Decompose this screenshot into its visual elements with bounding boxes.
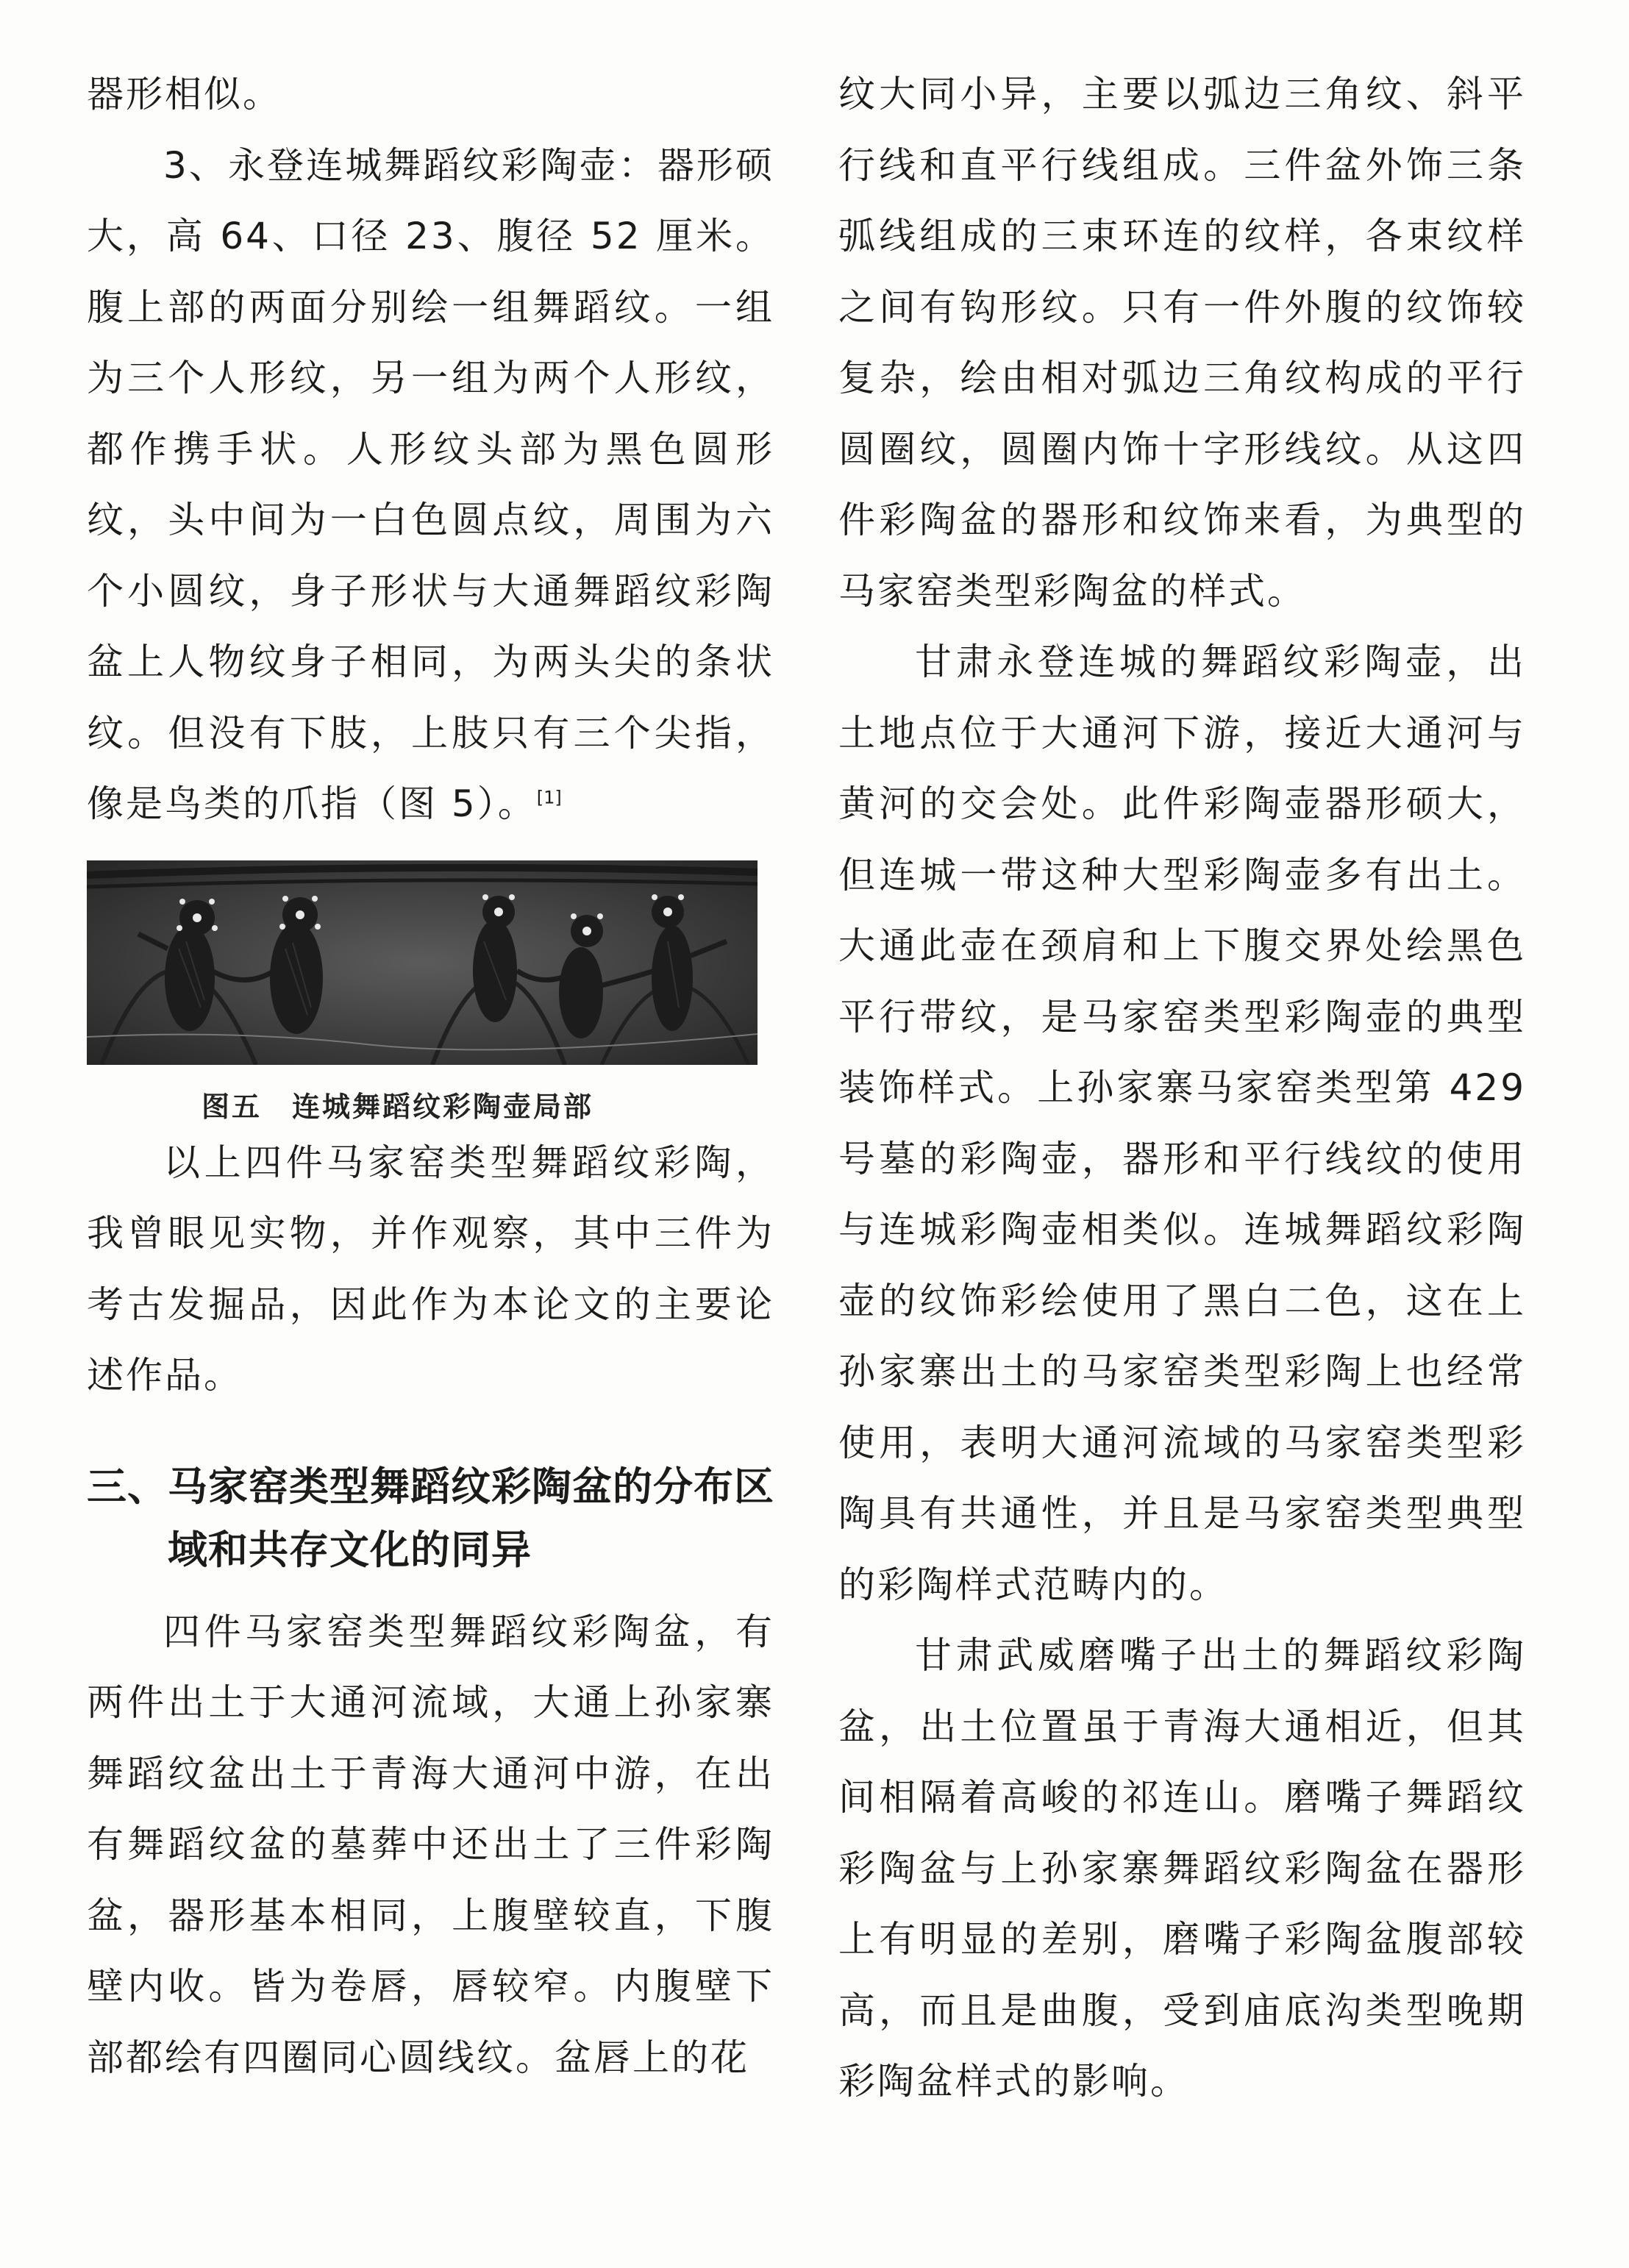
paragraph-text: 3、永登连城舞蹈纹彩陶壶：器形硕大，高 64、口径 23、腹径 52 厘米。腹上部的两面分别绘一组舞蹈纹。一组为三个人形纹，另一组为两个人形纹，都作携手状。人形纹头部为黑色圆形纹，头中间为一白色圆点纹，周围为六个小圆纹，身子形状与大通舞蹈纹彩陶盆上人物纹身子相同，为两头尖的条状纹。但没有下肢，上肢只有三个尖指，像是鸟类的爪指（图 5）。 — [87, 143, 774, 825]
paragraph: 纹大同小异，主要以弧边三角纹、斜平行线和直平行线组成。三件盆外饰三条弧线组成的三束环连的纹样，各束纹样之间有钩形纹。只有一件外腹的纹饰较复杂，绘由相对弧边三角纹构成的平行圆圈纹，圆圈内饰十字形线纹。从这四件彩陶盆的器形和纹饰来看，为典型的马家窑类型彩陶盆的样式。 — [838, 73, 1526, 613]
section-heading — [87, 1455, 774, 1582]
figure-5-photo — [87, 860, 758, 1065]
paragraph: 以上四件马家窑类型舞蹈纹彩陶，我曾眼见实物，并作观察，其中三件为考古发掘品，因此作为本论文的主要论述作品。 — [87, 1141, 774, 1397]
figure-caption: 图五 连城舞蹈纹彩陶壶局部 — [202, 1089, 594, 1123]
section-heading-line1: 马家窑类型舞蹈纹彩陶盆的分布区 — [168, 1463, 774, 1510]
right-column — [838, 59, 1526, 2117]
paragraph: 器形相似。 — [87, 73, 282, 115]
paragraph: 甘肃武威磨嘴子出土的舞蹈纹彩陶盆，出土位置虽于青海大通相近，但其间相隔着高峻的祁连山。磨嘴子舞蹈纹彩陶盆与上孙家寨舞蹈纹彩陶盆在器形上有明显的差别，磨嘴子彩陶盆腹部较高，而且是曲腹，受到庙底沟类型晚期彩陶盆样式的影响。 — [838, 1634, 1526, 2103]
left-column — [87, 59, 774, 2093]
section-number: 三、 — [87, 1463, 168, 1510]
paragraph: 四件马家窑类型舞蹈纹彩陶盆，有两件出土于大通河流域，大通上孙家寨舞蹈纹盆出土于青海大通河中游，在出有舞蹈纹盆的墓葬中还出土了三件彩陶盆，器形基本相同，上腹壁较直，下腹壁内收。皆为卷唇，唇较窄。内腹壁下部都绘有四圈同心圆线纹。盆唇上的花 — [87, 1610, 774, 2079]
footnote-ref[interactable]: [1] — [536, 787, 562, 808]
figure-5 — [87, 860, 774, 1124]
paragraph: 甘肃永登连城的舞蹈纹彩陶壶，出土地点位于大通河下游，接近大通河与黄河的交会处。此件彩陶壶器形硕大，但连城一带这种大型彩陶壶多有出土。大通此壶在颈肩和上下腹交界处绘黑色平行带纹，是马家窑类型彩陶壶的典型装饰样式。上孙家寨马家窑类型第 429 号墓的彩陶壶，器形和平行线纹的使用与连城彩陶壶相类似。连城舞蹈纹彩陶壶的纹饰彩绘使用了黑白二色，这在上孙家寨出土的马家窑类型彩陶上也经常使用，表明大通河流域的马家窑类型彩陶具有共通性，并且是马家窑类型典型的彩陶样式范畴内的。 — [838, 641, 1526, 1606]
section-heading-line2: 域和共存文化的同异 — [168, 1526, 532, 1573]
paragraph-liancheng-pot — [87, 130, 774, 840]
